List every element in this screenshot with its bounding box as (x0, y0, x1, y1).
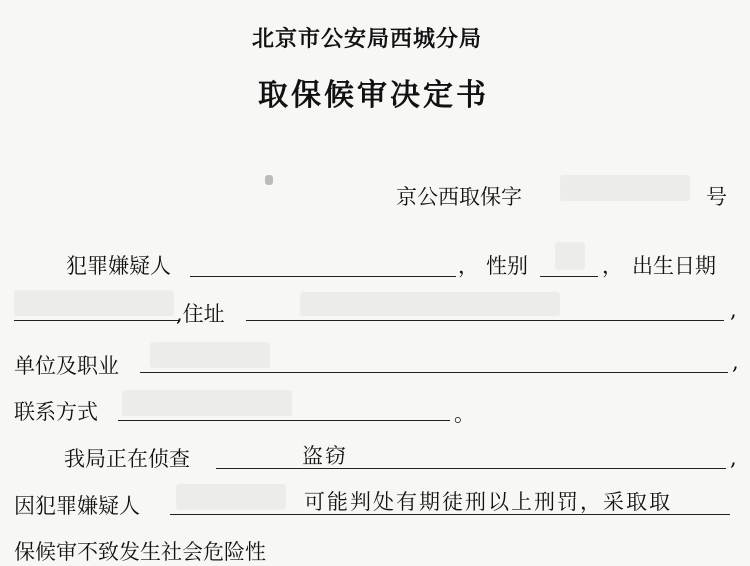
doc-number-suffix: 号 (706, 185, 727, 209)
unit-occupation-field (140, 372, 728, 373)
redaction-doc-number (560, 175, 690, 201)
trailing-comma: , (730, 298, 737, 322)
document-title: 取保候审决定书 (258, 78, 489, 113)
address-field (246, 320, 724, 321)
trailing-comma: , (732, 350, 739, 374)
period: 。 (454, 402, 475, 426)
issuing-authority: 北京市公安局西城分局 (252, 27, 483, 52)
contact-label: 联系方式 (14, 400, 98, 424)
reason-label: 因犯罪嫌疑人 (14, 494, 140, 518)
case-field (216, 468, 726, 469)
suspect-label: 犯罪嫌疑人 (66, 254, 171, 278)
contact-field (118, 420, 450, 421)
redaction-mark (265, 175, 273, 185)
trailing-comma: , (730, 446, 737, 470)
conclusion-text: 保候审不致发生社会危险性 (14, 540, 266, 564)
gender-field (540, 276, 598, 277)
redaction-unit (150, 342, 270, 368)
redaction-gender (555, 242, 585, 270)
birth-date-label: 出生日期 (632, 254, 716, 278)
reason-text: 可能判处有期徒刑以上刑罚，采取取 (304, 490, 672, 514)
gender-label: 性别 (486, 254, 528, 278)
investigating-label: 我局正在侦查 (64, 447, 190, 471)
suspect-name-field (190, 276, 456, 277)
unit-occupation-label: 单位及职业 (14, 354, 119, 378)
redaction-birth-date (14, 290, 174, 316)
doc-number-prefix: 京公西取保字 (396, 185, 522, 209)
address-label: ,住址 (176, 302, 225, 326)
redaction-address (300, 292, 560, 316)
redaction-contact (122, 390, 292, 416)
case-type: 盗窃 (302, 444, 348, 468)
redaction-suspect-name (176, 484, 286, 510)
comma: ， (458, 254, 479, 278)
comma: ， (602, 254, 623, 278)
birth-date-field (14, 320, 180, 321)
